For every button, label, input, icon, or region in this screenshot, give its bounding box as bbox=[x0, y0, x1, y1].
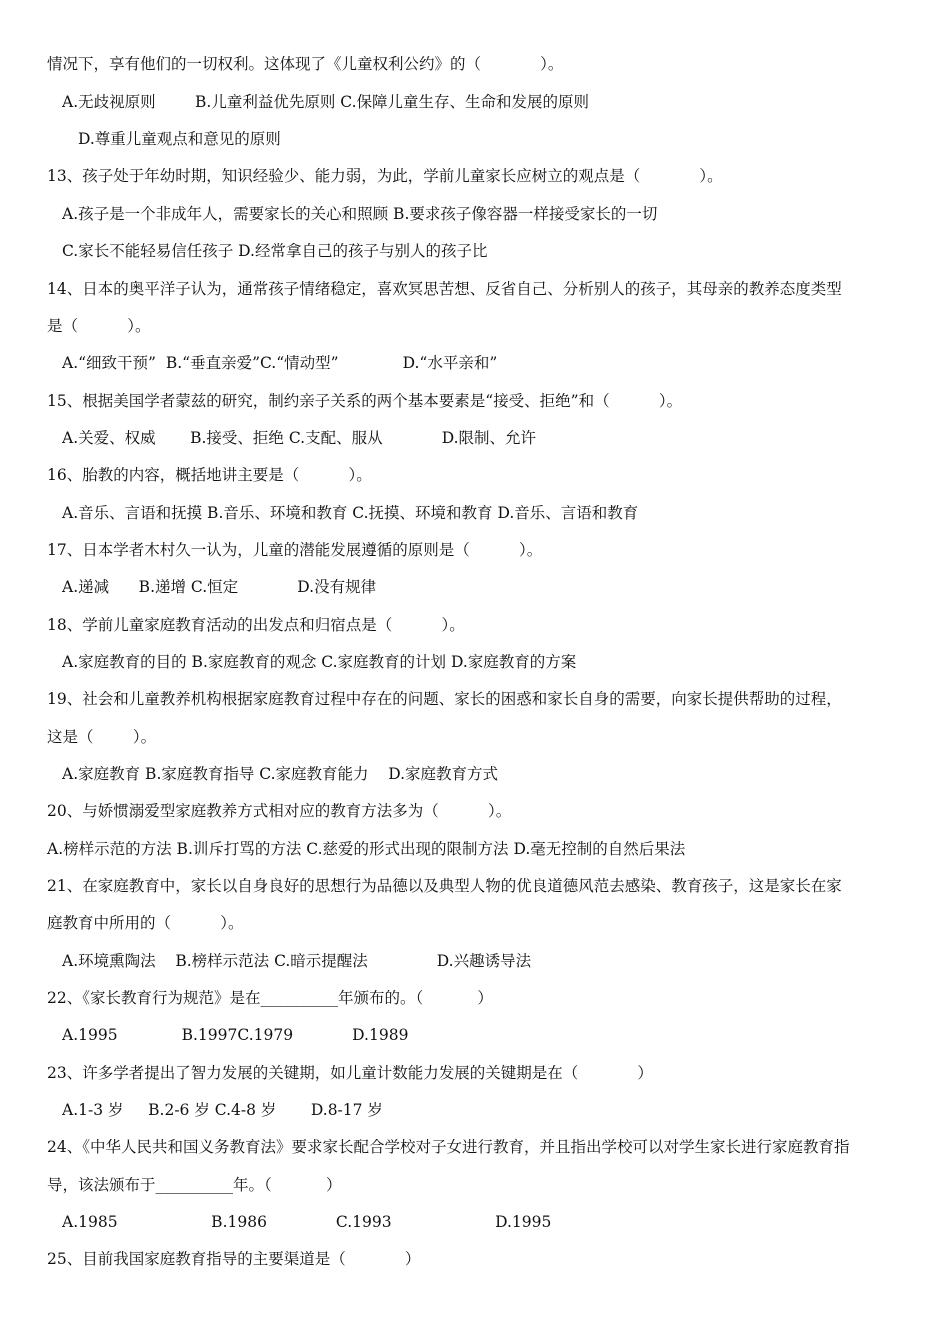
question-22: 22、《家长教育行为规范》是在__________年颁布的。（ ） bbox=[47, 989, 493, 1007]
option-line: D.尊重儿童观点和意见的原则 bbox=[78, 130, 281, 148]
question-21-cont: 庭教育中所用的（ ）。 bbox=[47, 914, 244, 932]
option-line: A.“细致干预” B.“垂直亲爱”C.“情动型” D.“水平亲和” bbox=[62, 354, 498, 372]
question-25: 25、目前我国家庭教育指导的主要渠道是（ ） bbox=[47, 1250, 421, 1268]
question-20: 20、与娇惯溺爱型家庭教养方式相对应的教育方法多为（ ）。 bbox=[47, 802, 512, 820]
question-19-cont: 这是（ ）。 bbox=[47, 728, 157, 746]
question-17: 17、日本学者木村久一认为，儿童的潜能发展遵循的原则是（ ）。 bbox=[47, 541, 543, 559]
question-13: 13、孩子处于年幼时期，知识经验少、能力弱，为此，学前儿童家长应树立的观点是（ ）。 bbox=[47, 167, 723, 185]
question-23: 23、许多学者提出了智力发展的关键期，如儿童计数能力发展的关键期是在（ ） bbox=[47, 1064, 653, 1082]
option-line: A.1-3 岁 B.2-6 岁 C.4-8 岁 D.8-17 岁 bbox=[62, 1101, 383, 1119]
option-line: A.孩子是一个非成年人，需要家长的关心和照顾 B.要求孩子像容器一样接受家长的一切 bbox=[62, 205, 658, 223]
option-line: A.1995 B.1997C.1979 D.1989 bbox=[62, 1026, 409, 1044]
option-line: A.无歧视原则 B.儿童利益优先原则 C.保障儿童生存、生命和发展的原则 bbox=[62, 93, 590, 111]
question-19: 19、社会和儿童教养机构根据家庭教育过程中存在的问题、家长的困惑和家长自身的需要，向家长提供帮助的过程， bbox=[47, 690, 842, 708]
text-line: 情况下，享有他们的一切权利。这体现了《儿童权利公约》的（ ）。 bbox=[47, 55, 564, 73]
option-line: A.榜样示范的方法 B.训斥打骂的方法 C.慈爱的形式出现的限制方法 D.毫无控制的自然后果法 bbox=[47, 840, 686, 858]
question-18: 18、学前儿童家庭教育活动的出发点和归宿点是（ ）。 bbox=[47, 616, 465, 634]
option-line: A.音乐、言语和抚摸 B.音乐、环境和教育 C.抚摸、环境和教育 D.音乐、言语和教育 bbox=[62, 504, 639, 522]
option-line: A.家庭教育的目的 B.家庭教育的观念 C.家庭教育的计划 D.家庭教育的方案 bbox=[62, 653, 577, 671]
question-14: 14、日本的奥平洋子认为，通常孩子情绪稳定，喜欢冥思苦想、反省自己、分析别人的孩子，其母亲的教养态度类型 bbox=[47, 280, 842, 298]
option-line: A.环境熏陶法 B.榜样示范法 C.暗示提醒法 D.兴趣诱导法 bbox=[62, 952, 532, 970]
question-24-cont: 导，该法颁布于__________年。（ ） bbox=[47, 1176, 342, 1194]
question-21: 21、在家庭教育中，家长以自身良好的思想行为品德以及典型人物的优良道德风范去感染、教育孩子，这是家长在家 bbox=[47, 877, 842, 895]
option-line: A.关爱、权威 B.接受、拒绝 C.支配、服从 D.限制、允许 bbox=[62, 429, 537, 447]
question-14-cont: 是（ ）。 bbox=[47, 317, 151, 335]
option-line: C.家长不能轻易信任孩子 D.经常拿自己的孩子与别人的孩子比 bbox=[62, 242, 488, 260]
option-line: A.家庭教育 B.家庭教育指导 C.家庭教育能力 D.家庭教育方式 bbox=[62, 765, 499, 783]
option-line: A.1985 B.1986 C.1993 D.1995 bbox=[62, 1213, 552, 1231]
question-16: 16、胎教的内容，概括地讲主要是（ ）。 bbox=[47, 466, 372, 484]
option-line: A.递减 B.递增 C.恒定 D.没有规律 bbox=[62, 578, 377, 596]
question-24: 24、《中华人民共和国义务教育法》要求家长配合学校对子女进行教育，并且指出学校可以对学生家长进行家庭教育指 bbox=[47, 1138, 850, 1156]
question-15: 15、根据美国学者蒙兹的研究，制约亲子关系的两个基本要素是“接受、拒绝”和（ ）。 bbox=[47, 392, 683, 410]
